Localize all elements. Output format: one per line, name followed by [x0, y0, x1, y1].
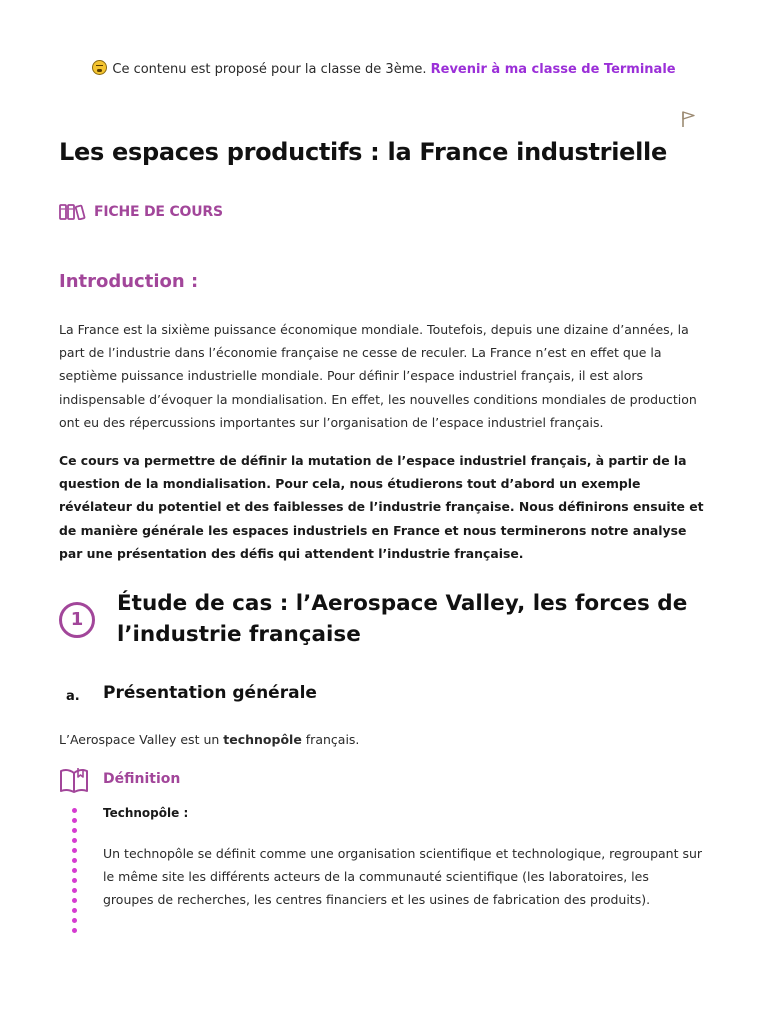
course-sheet-badge — [59, 204, 223, 220]
open-book-icon — [59, 766, 89, 794]
definition-dotted-rule — [72, 808, 78, 936]
intro-heading: Introduction : — [59, 271, 199, 292]
subsection-title: Présentation générale — [103, 683, 317, 703]
class-notice — [0, 60, 768, 77]
aerospace-text-after: français. — [301, 732, 360, 747]
badge-label: FICHE DE COURS — [94, 204, 223, 220]
definition-term: Technopôle : — [103, 806, 189, 820]
aerospace-text-before: L’Aerospace Valley est un — [59, 732, 224, 747]
notice-text: Ce contenu est proposé pour la classe de 3ème. — [112, 62, 427, 77]
report-flag-icon[interactable] — [680, 110, 696, 128]
page-title: Les espaces productifs : la France industrielle — [59, 138, 667, 166]
books-icon — [59, 204, 89, 220]
section-number-badge: 1 — [59, 602, 95, 638]
intro-summary-paragraph: Ce cours va permettre de définir la mutation de l’espace industriel français, à partir de la question de la mondialisation. Pour cela, nous étudierons tout d’abord un exemple révélateur du potentiel et des faiblesses de l’industrie française. Nous définirons ensuite et de manière générale les espaces industriels en France et nous terminerons notre analyse par une présentation des défis qui attendent l’industrie française. — [59, 453, 704, 561]
back-to-class-link[interactable]: Revenir à ma classe de Terminale — [430, 62, 676, 77]
technopole-term: technopôle — [223, 732, 302, 747]
aerospace-paragraph — [59, 728, 709, 751]
section-title: Étude de cas : l’Aerospace Valley, les forces de l’industrie française — [117, 591, 688, 647]
grimace-emoji-icon — [92, 60, 107, 75]
definition-body: Un technopôle se définit comme une organisation scientifique et technologique, regroupant sur le même site les différents acteurs de la communauté scientifique (les laboratoires, les groupes de recherches, les centres financiers et les usines de fabrication des produits). — [103, 846, 703, 907]
subsection-letter: a. — [66, 689, 80, 704]
definition-label: Définition — [103, 771, 181, 787]
intro-paragraph: La France est la sixième puissance économique mondiale. Toutefois, depuis une dizaine d’années, la part de l’industrie dans l’économie française ne cesse de reculer. La France n’est en effet que la septième puissance industrielle mondiale. Pour définir l’espace industriel français, il est alors indispensable d’évoquer la mondialisation. En effet, les nouvelles conditions mondiales de production ont eu des répercussions importantes sur l’organisation de l’espace industriel français. — [59, 322, 697, 430]
